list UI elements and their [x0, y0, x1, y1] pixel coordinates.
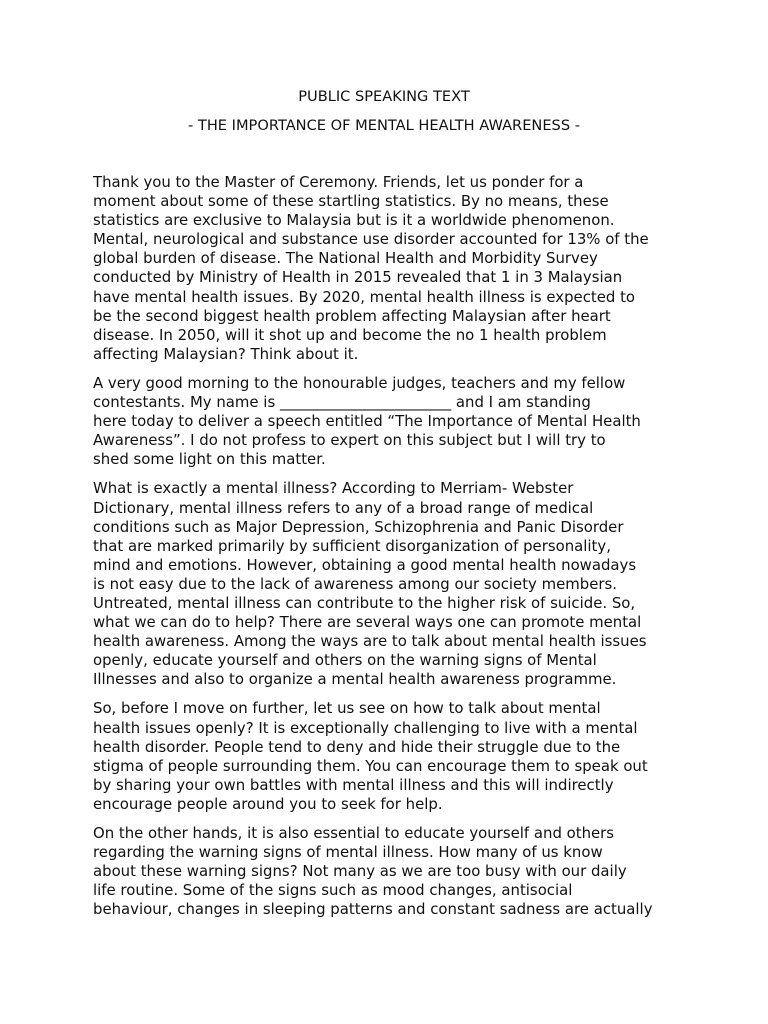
document-title: PUBLIC SPEAKING TEXT: [298, 88, 470, 105]
text-line: health disorder. People tend to deny and hide their struggle due to the: [93, 737, 621, 756]
text-line: what we can do to help? There are several ways one can promote mental: [93, 613, 642, 632]
text-line: affecting Malaysian? Think about it.: [93, 344, 359, 363]
text-line: conditions such as Major Depression, Schizophrenia and Panic Disorder: [93, 517, 624, 536]
paragraph-warning-signs: [93, 824, 678, 919]
text-line: moment about some of these startling statistics. By no means, these: [93, 192, 609, 211]
text-line: conducted by Ministry of Health in 2015 revealed that 1 in 3 Malaysian: [93, 268, 623, 287]
text-line: openly, educate yourself and others on the warning signs of Mental: [93, 651, 597, 670]
text-line: Untreated, mental illness can contribute to the higher risk of suicide. So,: [93, 593, 636, 612]
text-line: Dictionary, mental illness refers to any of a broad range of medical: [93, 498, 594, 517]
text-line: On the other hands, it is also essential to educate yourself and others: [93, 824, 615, 842]
text-line: Mental, neurological and substance use disorder accounted for 13% of the: [93, 230, 649, 249]
document-subtitle: - THE IMPORTANCE OF MENTAL HEALTH AWARENESS -: [188, 117, 580, 134]
text-line: shed some light on this matter.: [93, 450, 326, 469]
text-line: regarding the warning signs of mental illness. How many of us know: [93, 843, 603, 862]
text-line: So, before I move on further, let us see on how to talk about mental: [93, 699, 601, 718]
text-line: behaviour, changes in sleeping patterns and constant sadness are actually: [93, 900, 653, 919]
text-line: global burden of disease. The National Health and Morbidity Survey: [93, 249, 598, 268]
paragraph-statistics: [93, 173, 678, 364]
document-body: [93, 173, 678, 929]
text-line: health awareness. Among the ways are to talk about mental health issues: [93, 632, 647, 651]
text-line: Thank you to the Master of Ceremony. Friends, let us ponder for a: [93, 173, 584, 191]
text-line: disease. In 2050, will it shot up and become the no 1 health problem: [93, 325, 607, 344]
text-line: is not easy due to the lack of awareness among our society members.: [93, 574, 618, 593]
text-line: here today to deliver a speech entitled “The Importance of Mental Health: [93, 412, 641, 431]
paragraph-definition: [93, 479, 678, 689]
text-line: stigma of people surrounding them. You can encourage them to speak out: [93, 756, 648, 775]
text-line: mind and emotions. However, obtaining a good mental health nowadays: [93, 555, 637, 574]
text-line: statistics are exclusive to Malaysia but is it a worldwide phenomenon.: [93, 211, 615, 230]
text-line: encourage people around you to seek for help.: [93, 794, 443, 813]
paragraph-talk-openly: [93, 699, 678, 814]
text-line: A very good morning to the honourable judges, teachers and my fellow: [93, 373, 626, 392]
text-line: What is exactly a mental illness? According to Merriam- Webster: [93, 479, 574, 498]
text-line: be the second biggest health problem affecting Malaysian after heart: [93, 306, 611, 325]
text-line: that are marked primarily by sufficient disorganization of personality,: [93, 536, 611, 555]
text-line: Awareness”. I do not profess to expert on this subject but I will try to: [93, 431, 606, 450]
text-line: contestants. My name is _______________________ and I am standing: [93, 393, 591, 412]
text-line: have mental health issues. By 2020, mental health illness is expected to: [93, 287, 636, 306]
text-line: by sharing your own battles with mental illness and this will indirectly: [93, 775, 614, 794]
text-line: health issues openly? It is exceptionally challenging to live with a mental: [93, 718, 638, 737]
text-line: life routine. Some of the signs such as mood changes, antisocial: [93, 881, 573, 900]
text-line: about these warning signs? Not many as we are too busy with our daily: [93, 862, 627, 881]
text-line: Illnesses and also to organize a mental health awareness programme.: [93, 670, 617, 689]
paragraph-greeting: [93, 374, 678, 469]
